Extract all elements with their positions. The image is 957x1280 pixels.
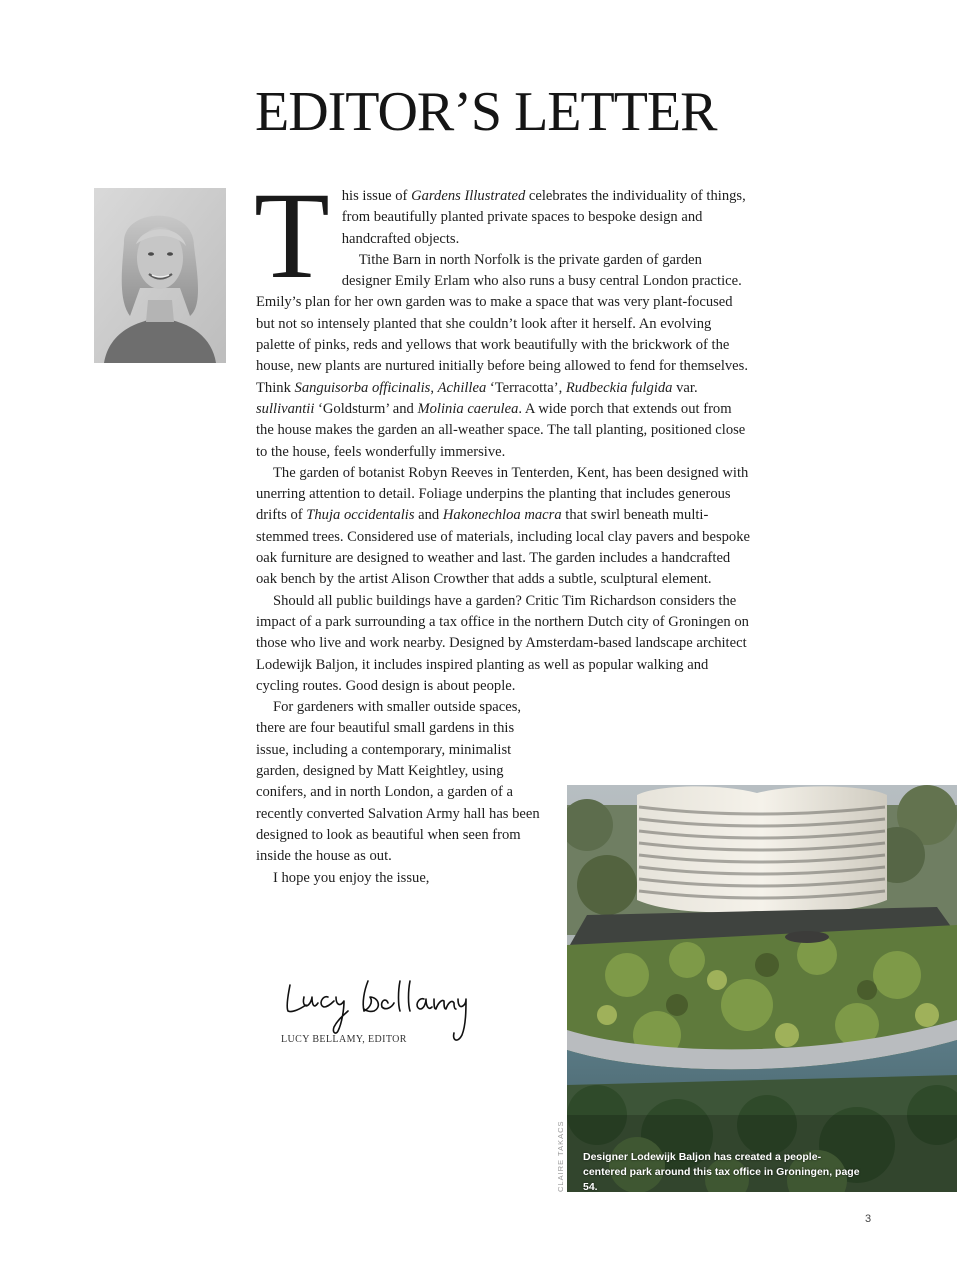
page-title: EDITOR’S LETTER bbox=[255, 81, 717, 143]
letter-paragraph-3 bbox=[256, 463, 752, 591]
tax-office-park-photo bbox=[567, 785, 957, 1192]
text-run: Tithe Barn in north Norfolk is the private garden of garden designer Emily Erlam who also runs a busy central London practice. Emily’s plan for her own garden was to make a space that was very plant-focused but not so intensely planted that she couldn’t look after it herself. An evolving palette of pinks, reds and yellows that work beautifully with the brickwork of the house, new plants are nurtured initially before being allowed to fend for themselves. Think bbox=[256, 251, 748, 396]
editor-name: LUCY BELLAMY, EDITOR bbox=[281, 1034, 407, 1045]
text-run: var. bbox=[672, 379, 698, 396]
page-number: 3 bbox=[865, 1213, 872, 1225]
text-run: and bbox=[414, 507, 443, 524]
drop-cap: T bbox=[254, 167, 330, 304]
letter-paragraph-2 bbox=[256, 250, 752, 463]
photo-caption: Designer Lodewijk Baljon has created a people-centered park around this tax office in Groningen, page 54. bbox=[583, 1151, 860, 1193]
text-run: celebrates the individuality of things, from beautifully planted private spaces to bespoke design and handcrafted objects. bbox=[341, 188, 746, 247]
photo-credit: CLAIRE TAKACS bbox=[556, 1120, 565, 1192]
letter-closing: I hope you enjoy the issue, bbox=[273, 869, 430, 886]
plant-name: Rudbeckia fulgida bbox=[565, 379, 673, 396]
text-run: his issue of bbox=[341, 188, 412, 204]
editor-portrait bbox=[94, 188, 226, 363]
plant-name: sullivantii bbox=[256, 400, 315, 417]
plant-name: Sanguisorba officinalis bbox=[294, 379, 431, 396]
text-run: . A wide porch that extends out from the house makes the garden an all-weather space. The tall planting, positioned close to the house, feels wonderfully immersive. bbox=[256, 400, 746, 460]
text-run: ‘Terracotta’, bbox=[486, 379, 566, 396]
magazine-title: Gardens Illustrated bbox=[411, 188, 526, 204]
plant-name: Thuja occidentalis bbox=[306, 507, 415, 524]
letter-paragraph-5: For gardeners with smaller outside spaces, there are four beautiful small gardens in this issue, including a contemporary, minimalist garden, designed by Matt Keightley, using conifers, and in north London, a garden of a recently converted Salvation Army hall has been designed to look as beautiful when seen from inside the house as out. bbox=[256, 699, 540, 865]
letter-body bbox=[254, 167, 752, 889]
text-run: , bbox=[430, 379, 438, 396]
text-run: The garden of botanist Robyn Reeves in Tenterden, Kent, has been designed with unerring attention to detail. Foliage underpins the planting that includes generous drifts of bbox=[256, 464, 749, 524]
plant-name: Hakonechloa macra bbox=[442, 507, 562, 524]
letter-paragraph-4: Should all public buildings have a garden? Critic Tim Richardson considers the impact of a park surrounding a tax office in the northern Dutch city of Groningen on those who live and work nearby. Designed by Amsterdam-based landscape architect Lodewijk Baljon, it includes inspired planting as well as popular walking and cycling routes. Good design is about people. bbox=[256, 592, 749, 694]
text-run: ‘Goldsturm’ and bbox=[314, 400, 418, 417]
plant-name: Achillea bbox=[437, 379, 487, 396]
plant-name: Molinia caerulea bbox=[417, 400, 519, 417]
text-run: that swirl beneath multi-stemmed trees. Considered use of materials, including local clay pavers and bespoke oak furniture are designed to weather and last. The garden includes a handcrafted oak bench by the artist Alison Crowther that adds a subtle, sculptural element. bbox=[256, 507, 751, 588]
letter-paragraph-1 bbox=[254, 167, 752, 304]
